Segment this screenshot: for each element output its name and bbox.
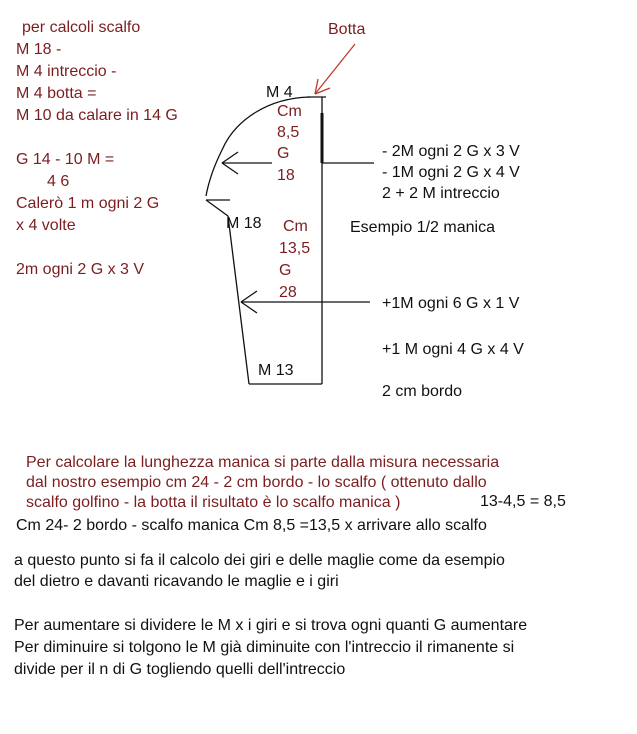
- right-top-2: 2 + 2 M intreccio: [382, 185, 500, 202]
- p2-line-1: del dietro e davanti ricavando le maglie e i giri: [14, 573, 339, 590]
- arrow-head-top-a: [222, 152, 238, 163]
- botta-label: Botta: [328, 21, 366, 38]
- p3-line-1: Per diminuire si tolgono le M già diminuite con l'intreccio il rimanente si: [14, 639, 515, 656]
- bordo-label: 2 cm bordo: [382, 383, 463, 400]
- notes-m4-botta: M 4 botta =: [16, 85, 97, 102]
- notes-m18: M 18 -: [16, 41, 62, 58]
- notes-m10: M 10 da calare in 14 G: [16, 107, 178, 124]
- right-mid: +1M ogni 6 G x 1 V: [382, 295, 520, 312]
- cm-line: Cm 24- 2 bordo - scalfo manica Cm 8,5 =13,5 x arrivare allo scalfo: [16, 517, 487, 534]
- cm-bottom-3: 28: [279, 284, 297, 301]
- cm-bottom-0: Cm: [283, 218, 308, 235]
- para-red-2: scalfo golfino - la botta il risultato è lo scalfo manica ): [26, 494, 401, 511]
- arrow-head-mid-b: [241, 302, 257, 313]
- notes-title: per calcoli scalfo: [22, 19, 141, 36]
- cm-top-3: 18: [277, 167, 295, 184]
- cm-top-2: G: [277, 145, 290, 162]
- sleeve-left-edge: [228, 216, 249, 384]
- arrow-head-top-b: [222, 163, 238, 174]
- esempio-label: Esempio 1/2 manica: [350, 219, 495, 236]
- notes-m4-intreccio: M 4 intreccio -: [16, 63, 117, 80]
- sleeve-left-edge-upper: [206, 200, 228, 216]
- cm-bottom-1: 13,5: [279, 240, 311, 257]
- right-low: +1 M ogni 4 G x 4 V: [382, 341, 524, 358]
- m18-side-label: M 18: [226, 215, 262, 232]
- notes-g14-sub: 4 6: [47, 173, 70, 190]
- p3-line-2: divide per il n di G togliendo quelli dell'intreccio: [14, 661, 346, 678]
- notes-g14: G 14 - 10 M =: [16, 151, 115, 168]
- m13-bottom-label: M 13: [258, 362, 294, 379]
- notes-x4volte: x 4 volte: [16, 217, 76, 234]
- right-top-1: - 1M ogni 2 G x 4 V: [382, 164, 520, 181]
- notes-calero: Calerò 1 m ogni 2 G: [16, 195, 160, 212]
- cm-top-1: 8,5: [277, 124, 300, 141]
- m4-top-label: M 4: [266, 84, 293, 101]
- botta-arrow-shaft: [315, 44, 355, 94]
- cm-top-0: Cm: [277, 103, 302, 120]
- calc-aside: 13-4,5 = 8,5: [480, 493, 566, 510]
- para-red-1: dal nostro esempio cm 24 - 2 cm bordo - lo scalfo ( ottenuto dallo: [26, 474, 487, 491]
- p3-line-0: Per aumentare si dividere le M x i giri e si trova ogni quanti G aumentare: [14, 617, 528, 634]
- para-red-0: Per calcolare la lunghezza manica si parte dalla misura necessaria: [26, 454, 500, 471]
- p2-line-0: a questo punto si fa il calcolo dei giri e delle maglie come da esempio: [14, 552, 505, 569]
- arrow-head-mid-a: [241, 291, 257, 302]
- right-top-0: - 2M ogni 2 G x 3 V: [382, 143, 520, 160]
- notes-2m: 2m ogni 2 G x 3 V: [16, 261, 145, 278]
- cm-bottom-2: G: [279, 262, 292, 279]
